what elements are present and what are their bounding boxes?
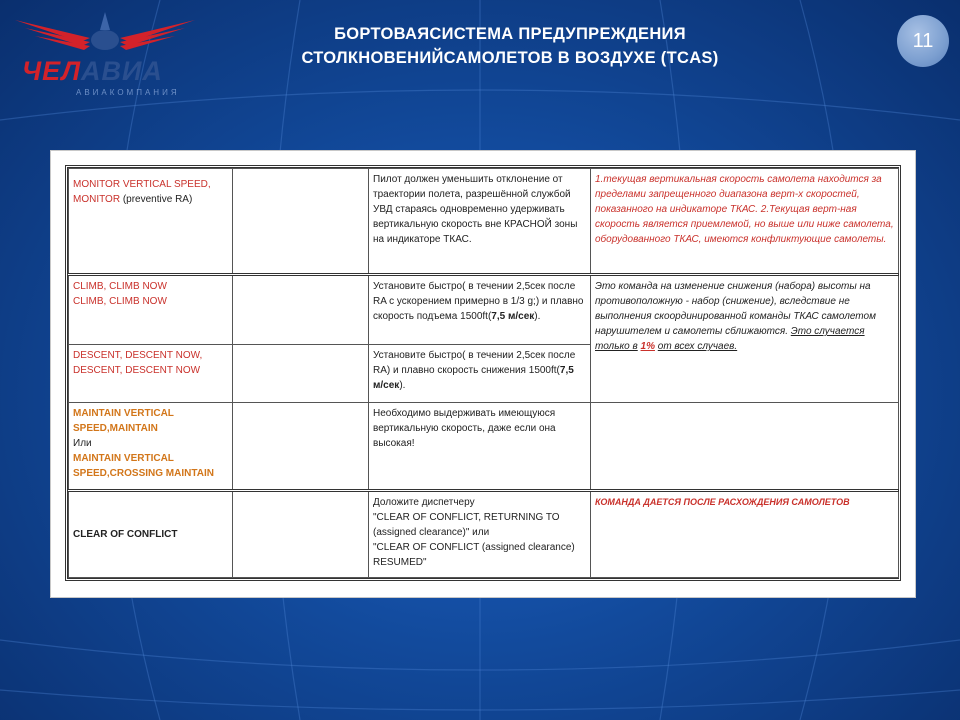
logo-subtitle: АВИАКОМПАНИЯ — [76, 88, 180, 97]
title-line-2: СТОЛКНОВЕНИЙСАМОЛЕТОВ В ВОЗДУХЕ (TCAS) — [301, 49, 719, 67]
command-cell — [69, 345, 233, 403]
action-cell: Доложите диспетчеру "CLEAR OF CONFLICT, RETURNING TO (assigned clearance)" или "CLEAR OF CONFLICT (assigned clearance) RESUMED" — [369, 491, 591, 578]
logo-wordmark: ЧЕЛАВИА — [22, 56, 163, 86]
command-cell — [69, 275, 233, 345]
command-connector: Или — [73, 437, 92, 449]
command-cell — [69, 402, 233, 491]
command-qualifier: (preventive RA) — [122, 194, 193, 205]
action-cell: Установите быстро( в течении 2,5сек после RA) и плавно скорость снижения 1500ft(7,5 м/сек). — [369, 345, 591, 403]
company-logo — [10, 8, 200, 96]
table-row — [69, 402, 899, 491]
action-cell: Установите быстро( в течении 2,5сек после RA с ускорением примерно в 1/3 g;) и плавно скорость подъема 1500ft(7,5 м/сек). — [369, 275, 591, 345]
tcas-table-wrapper — [65, 165, 901, 581]
table-frame — [50, 150, 916, 598]
title-line-1: БОРТОВАЯСИСТЕМА ПРЕДУПРЕЖДЕНИЯ — [334, 25, 686, 43]
empty-cell — [233, 345, 369, 403]
command-text: MAINTAIN VERTICAL SPEED,CROSSING MAINTAIN — [73, 452, 214, 479]
command-text: MONITOR VERTICAL SPEED, — [73, 179, 211, 190]
note-cell: 1.текущая вертикальная скорость самолета находится за пределами запрещенного диапазона верт-х скоростей, показанного на индикаторе ТКАС. 2.Текущая верт-ная скорость является приемлемой, но выше или ниже самолета, оборудованного ТКАС, имеются конфликтующие самолеты. — [591, 169, 899, 275]
command-cell: CLEAR OF CONFLICT — [69, 491, 233, 578]
command-text: DESCENT, DESCENT NOW — [73, 365, 201, 377]
empty-cell — [233, 169, 369, 275]
command-text: MONITOR — [73, 194, 121, 205]
command-cell — [69, 169, 233, 275]
page-number-badge: 11 — [897, 15, 949, 67]
command-text: DESCENT, DESCENT NOW, — [73, 350, 203, 362]
page-title — [230, 22, 790, 70]
empty-cell — [591, 402, 899, 491]
action-cell: Пилот должен уменьшить отклонение от траектории полета, разрешённой службой УВД стараясь одновременно удерживать вертикальную скорость вне КРАСНОЙ зоны на индикаторе ТКАС. — [369, 169, 591, 275]
note-cell: Это команда на изменение снижения (набора) высоты на противоположную - набор (снижение), вследствие не выполнения скоординированной команды ТКАС самолетом нарушителем и самолеты сближаются. Это случается только в 1% от всех случаев. — [591, 275, 899, 403]
command-text: CLIMB, CLIMB NOW — [73, 296, 167, 308]
table-row — [69, 491, 899, 578]
empty-cell — [233, 402, 369, 491]
table-row — [69, 169, 899, 275]
empty-cell — [233, 275, 369, 345]
note-cell: КОМАНДА ДАЕТСЯ ПОСЛЕ РАСХОЖДЕНИЯ САМОЛЕТОВ — [591, 491, 899, 578]
empty-cell — [233, 491, 369, 578]
tcas-commands-table — [68, 168, 899, 578]
table-row — [69, 275, 899, 345]
command-text: MAINTAIN VERTICAL SPEED,MAINTAIN — [73, 407, 174, 434]
command-text: CLIMB, CLIMB NOW — [73, 281, 167, 293]
action-cell: Необходимо выдерживать имеющуюся вертикальную скорость, даже если она высокая! — [369, 402, 591, 491]
